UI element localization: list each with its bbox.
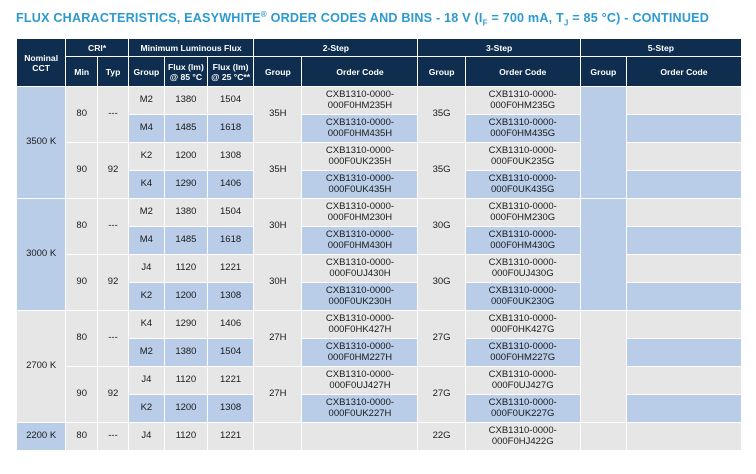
cri-min-cell: 80 — [66, 199, 98, 255]
flux-table — [16, 38, 742, 451]
group-2step-cell: 27H — [254, 367, 302, 423]
table-row — [17, 311, 742, 339]
order-code-5step-cell — [626, 87, 741, 115]
group-cell: K4 — [128, 171, 164, 199]
flux85-cell: 1290 — [164, 171, 207, 199]
table-row — [17, 143, 742, 171]
order-code-5step-cell — [626, 255, 741, 283]
order-code-3step-cell: CXB1310-0000-000F0UK227G — [465, 395, 580, 423]
cri-min-cell: 80 — [66, 311, 98, 367]
page-title: FLUX CHARACTERISTICS, EASYWHITE® ORDER CODES AND BINS - 18 V ($I_F = 700$ mA, $T_J = 85$ °C) - CONTINUED — [16, 10, 710, 28]
flux25-cell: 1618 — [207, 115, 253, 143]
order-code-5step-cell — [626, 199, 741, 227]
flux25-cell: 1406 — [207, 171, 253, 199]
group-cell: J4 — [128, 255, 164, 283]
group-cell: J4 — [128, 423, 164, 451]
order-code-3step-cell: CXB1310-0000-000F0HM430G — [465, 227, 580, 255]
header-group-5step: Group — [580, 57, 626, 87]
flux25-cell: 1504 — [207, 87, 253, 115]
group-2step-cell: 35H — [254, 143, 302, 199]
cri-typ-cell: --- — [98, 87, 129, 143]
cri-min-cell: 80 — [66, 87, 98, 143]
header-5-step: 5-Step — [580, 39, 741, 57]
group-5step-cell — [580, 199, 626, 311]
cct-cell: 2200 K — [17, 423, 66, 451]
flux25-cell: 1221 — [207, 423, 253, 451]
order-code-3step-cell: CXB1310-0000-000F0UJ427G — [465, 367, 580, 395]
flux25-cell: 1406 — [207, 311, 253, 339]
table-row — [17, 87, 742, 115]
order-code-3step-cell: CXB1310-0000-000F0HM235G — [465, 87, 580, 115]
order-code-2step-cell: CXB1310-0000-000F0UJ427H — [302, 367, 418, 395]
group-5step-cell — [580, 423, 626, 451]
group-cell: M4 — [128, 115, 164, 143]
flux85-cell: 1380 — [164, 87, 207, 115]
header-nominal-cct: Nominal CCT — [17, 39, 66, 87]
group-5step-cell — [580, 311, 626, 423]
header-group: Group — [128, 57, 164, 87]
cri-typ-cell: 92 — [98, 255, 129, 311]
header-3-step: 3-Step — [418, 39, 580, 57]
order-code-2step-cell: CXB1310-0000-000F0UK227H — [302, 395, 418, 423]
flux85-cell: 1120 — [164, 367, 207, 395]
order-code-2step-cell: CXB1310-0000-000F0HM235H — [302, 87, 418, 115]
cri-typ-cell: --- — [98, 199, 129, 255]
flux25-cell: 1221 — [207, 367, 253, 395]
flux25-cell: 1618 — [207, 227, 253, 255]
order-code-2step-cell: CXB1310-0000-000F0HM227H — [302, 339, 418, 367]
group-cell: J4 — [128, 367, 164, 395]
table-row — [17, 255, 742, 283]
table-row — [17, 367, 742, 395]
group-cell: M4 — [128, 227, 164, 255]
table-row — [17, 199, 742, 227]
cri-min-cell: 90 — [66, 255, 98, 311]
header-2-step: 2-Step — [254, 39, 418, 57]
order-code-2step-cell: CXB1310-0000-000F0HK427H — [302, 311, 418, 339]
cct-cell: 3500 K — [17, 87, 66, 199]
flux25-cell: 1221 — [207, 255, 253, 283]
group-cell: K2 — [128, 283, 164, 311]
flux25-cell: 1308 — [207, 283, 253, 311]
order-code-5step-cell — [626, 171, 741, 199]
order-code-3step-cell: CXB1310-0000-000F0HK427G — [465, 311, 580, 339]
group-3step-cell: 27G — [418, 311, 465, 367]
cri-min-cell: 90 — [66, 143, 98, 199]
order-code-5step-cell — [626, 339, 741, 367]
order-code-5step-cell — [626, 227, 741, 255]
flux85-cell: 1485 — [164, 227, 207, 255]
order-code-2step-cell: CXB1310-0000-000F0HM230H — [302, 199, 418, 227]
header-flux-85: Flux (lm) @ 85 °C — [164, 57, 207, 87]
order-code-2step-cell: CXB1310-0000-000F0UK230H — [302, 283, 418, 311]
flux85-cell: 1200 — [164, 395, 207, 423]
group-2step-cell: 35H — [254, 87, 302, 143]
group-2step-cell: 27H — [254, 311, 302, 367]
group-cell: K2 — [128, 395, 164, 423]
flux85-cell: 1200 — [164, 143, 207, 171]
group-2step-cell: 30H — [254, 255, 302, 311]
group-cell: M2 — [128, 339, 164, 367]
header-cri-min: Min — [66, 57, 98, 87]
order-code-2step-cell: CXB1310-0000-000F0UK235H — [302, 143, 418, 171]
cri-typ-cell: 92 — [98, 367, 129, 423]
cri-min-cell: 80 — [66, 423, 98, 451]
flux85-cell: 1200 — [164, 283, 207, 311]
group-cell: K4 — [128, 311, 164, 339]
group-5step-cell — [580, 87, 626, 199]
order-code-5step-cell — [626, 143, 741, 171]
group-3step-cell: 35G — [418, 143, 465, 199]
flux25-cell: 1308 — [207, 395, 253, 423]
flux85-cell: 1485 — [164, 115, 207, 143]
flux85-cell: 1120 — [164, 423, 207, 451]
header-order-code-2step: Order Code — [302, 57, 418, 87]
order-code-2step-cell: CXB1310-0000-000F0HM435H — [302, 115, 418, 143]
flux25-cell: 1504 — [207, 199, 253, 227]
header-cri: CRI* — [66, 39, 129, 57]
order-code-2step-cell: CXB1310-0000-000F0UJ430H — [302, 255, 418, 283]
order-code-2step-cell — [302, 423, 418, 451]
order-code-5step-cell — [626, 367, 741, 395]
flux85-cell: 1290 — [164, 311, 207, 339]
cri-typ-cell: --- — [98, 423, 129, 451]
order-code-5step-cell — [626, 395, 741, 423]
cri-typ-cell: --- — [98, 311, 129, 367]
header-cri-typ: Typ — [98, 57, 129, 87]
order-code-3step-cell: CXB1310-0000-000F0HM435G — [465, 115, 580, 143]
flux85-cell: 1380 — [164, 199, 207, 227]
cri-typ-cell: 92 — [98, 143, 129, 199]
header-order-code-5step: Order Code — [626, 57, 741, 87]
order-code-3step-cell: CXB1310-0000-000F0UK435G — [465, 171, 580, 199]
flux25-cell: 1504 — [207, 339, 253, 367]
order-code-3step-cell: CXB1310-0000-000F0HM227G — [465, 339, 580, 367]
group-cell: M2 — [128, 87, 164, 115]
order-code-5step-cell — [626, 115, 741, 143]
group-3step-cell: 27G — [418, 367, 465, 423]
flux85-cell: 1120 — [164, 255, 207, 283]
order-code-2step-cell: CXB1310-0000-000F0HM430H — [302, 227, 418, 255]
group-2step-cell: 30H — [254, 199, 302, 255]
group-3step-cell: 22G — [418, 423, 465, 451]
order-code-3step-cell: CXB1310-0000-000F0HM230G — [465, 199, 580, 227]
group-3step-cell: 35G — [418, 87, 465, 143]
order-code-3step-cell: CXB1310-0000-000F0UJ430G — [465, 255, 580, 283]
cct-cell: 3000 K — [17, 199, 66, 311]
header-flux-25: Flux (lm) @ 25 °C** — [207, 57, 253, 87]
order-code-5step-cell — [626, 283, 741, 311]
order-code-2step-cell: CXB1310-0000-000F0UK435H — [302, 171, 418, 199]
flux25-cell: 1308 — [207, 143, 253, 171]
header-group-2step: Group — [254, 57, 302, 87]
cct-cell: 2700 K — [17, 311, 66, 423]
order-code-5step-cell — [626, 311, 741, 339]
cri-min-cell: 90 — [66, 367, 98, 423]
group-cell: M2 — [128, 199, 164, 227]
group-2step-cell — [254, 423, 302, 451]
header-min-lum-flux: Minimum Luminous Flux — [128, 39, 253, 57]
header-order-code-3step: Order Code — [465, 57, 580, 87]
group-cell: K2 — [128, 143, 164, 171]
header-group-3step: Group — [418, 57, 465, 87]
flux85-cell: 1380 — [164, 339, 207, 367]
order-code-5step-cell — [626, 423, 741, 451]
table-row — [17, 423, 742, 451]
order-code-3step-cell: CXB1310-0000-000F0HJ422G — [465, 423, 580, 451]
group-3step-cell: 30G — [418, 199, 465, 255]
order-code-3step-cell: CXB1310-0000-000F0UK230G — [465, 283, 580, 311]
group-3step-cell: 30G — [418, 255, 465, 311]
order-code-3step-cell: CXB1310-0000-000F0UK235G — [465, 143, 580, 171]
